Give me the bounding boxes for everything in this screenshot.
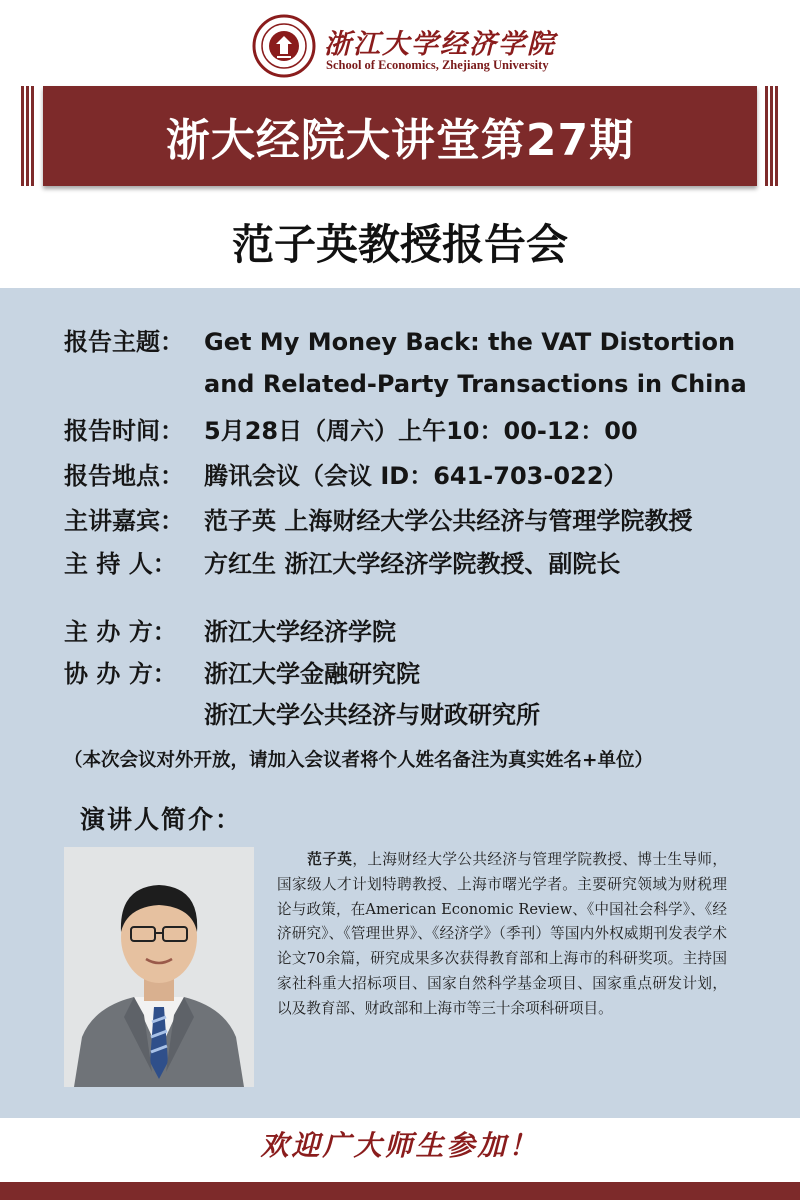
time-value: 5月28日（周六）上午10：00-12：00 (204, 417, 638, 445)
speaker-row (64, 506, 692, 536)
organizer-label: 主 办 方： (64, 618, 177, 646)
logo-english-name: School of Economics, Zhejiang University (326, 58, 549, 72)
co-organizer-row (64, 659, 420, 689)
host-row (64, 549, 620, 579)
welcome-text: 欢迎广大师生参加！ (260, 1129, 540, 1162)
banner-stripes-right (765, 86, 779, 186)
organizer-row (64, 617, 396, 647)
speaker-label: 主讲嘉宾： (64, 507, 184, 535)
place-row (64, 461, 627, 491)
place-label: 报告地点： (64, 462, 184, 490)
speaker-bio-name: 范子英 (307, 851, 353, 868)
speaker-bio (277, 848, 727, 1022)
title-banner (21, 86, 779, 186)
topic-line-1: Get My Money Back: the VAT Distortion (204, 328, 736, 356)
logo-chinese-name: 浙江大学经济学院 (324, 29, 556, 60)
seal-icon (252, 14, 316, 78)
speaker-bio-text: ，上海财经大学公共经济与管理学院教授、博士生导师，国家级人才计划特聘教授、上海市曙光学者。主要研究领域为财税理论与政策，在American Economic Review、《中国社会科学》、《经济研究》、《管理世界》、《经济学》（季刊）等国内外权威期刊发表学术论文70余篇，研究成果多次获得教育部和上海市的科研奖项。主持国家社科重大招标项目、国家自然科学基金项目、国家重点研发计划，以及教育部、财政部和上海市等三十余项科研项目。 (277, 851, 727, 1017)
school-logo (252, 14, 562, 86)
banner-title: 浙大经院大讲堂第27期 (165, 115, 635, 166)
time-row (64, 416, 638, 446)
organizer-value: 浙江大学经济学院 (204, 618, 396, 646)
place-value: 腾讯会议（会议 ID：641-703-022） (204, 462, 628, 490)
speaker-intro-heading: 演讲人简介： (80, 805, 243, 834)
topic-row (64, 327, 735, 357)
co-organizer-line-2: 浙江大学公共经济与财政研究所 (204, 701, 540, 729)
co-organizer-label: 协 办 方： (64, 660, 177, 688)
topic-line-2: and Related-Party Transactions in China (204, 370, 747, 398)
speaker-photo (64, 847, 254, 1087)
banner-box (43, 86, 757, 186)
footer-bar (0, 1182, 800, 1200)
open-meeting-note: （本次会议对外开放，请加入会议者将个人姓名备注为真实姓名+单位） (64, 750, 654, 771)
host-value: 方红生 浙江大学经济学院教授、副院长 (204, 550, 621, 578)
co-organizer-line-1: 浙江大学金融研究院 (204, 660, 420, 688)
time-label: 报告时间： (64, 417, 184, 445)
topic-label: 报告主题： (64, 328, 184, 356)
host-label: 主 持 人： (64, 550, 177, 578)
banner-stripes-left (21, 86, 35, 186)
speaker-value: 范子英 上海财经大学公共经济与管理学院教授 (204, 507, 693, 535)
event-subtitle: 范子英教授报告会 (231, 220, 568, 269)
speaker-portrait-icon (64, 847, 254, 1087)
